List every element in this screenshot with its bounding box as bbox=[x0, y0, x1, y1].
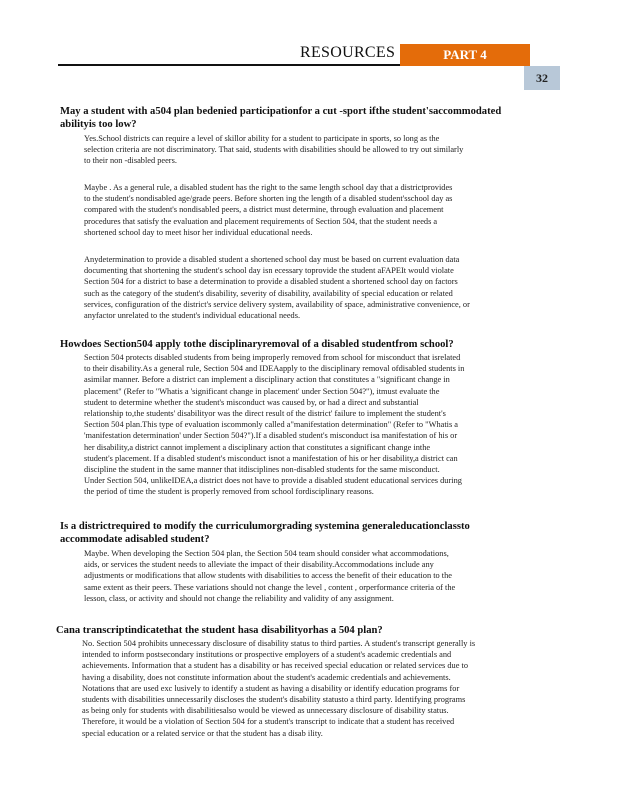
text-line: Yes.School districts can require a level of skillor ability for a student to participate in sports, so long as the bbox=[84, 134, 440, 143]
answer-paragraph bbox=[84, 254, 470, 321]
answer-paragraph bbox=[84, 182, 452, 238]
text-line: adjustments or modifications that allow students with disabilities to access the benefit of their education to the bbox=[84, 571, 452, 581]
question-line: Howdoes Section504 apply tothe disciplinaryremoval of a disabled studentfrom school? bbox=[60, 339, 454, 350]
text-line: services, configuration of the district's service delivery system, availability of space, administrative convenience, or bbox=[84, 299, 470, 309]
text-line: lesson, class, or activity and should not change the reliability and validity of any assignment. bbox=[84, 593, 394, 603]
text-line: such as the category of the student's disability, severity of disability, availability of special education or related bbox=[84, 288, 453, 298]
question-line: Cana transcriptindicatethat the student hasa disabilityorhas a 504 plan? bbox=[56, 625, 383, 636]
text-line: the period of time the student is properly removed from school fordisciplinary reasons. bbox=[84, 487, 374, 497]
text-line: as being only for students with disabilitiesalso would be viewed as unnecessary disclosure of disability status. bbox=[82, 706, 449, 716]
question-heading bbox=[60, 520, 470, 546]
text-line: same extent as their peers. These variations should not change the level , content , orperformance criteria of the bbox=[84, 582, 456, 592]
text-line: anyfactor unrelated to the student's individual educational needs. bbox=[84, 311, 301, 321]
text-line: Anydetermination to provide a disabled student a shortened school day must be based on current evaluation data bbox=[84, 255, 460, 264]
text-line: student's placement. If a disabled student's misconduct isnot a manifestation of his or her disability,a district can bbox=[84, 453, 458, 463]
text-line: discipline the student in the same manner that itdisciplines non-disabled students for the same misconduct. bbox=[84, 465, 440, 475]
text-line: Under Section 504, unlikeIDEA,a district does not have to provide a disabled student educational services during bbox=[84, 476, 462, 486]
text-line: Notations that are used exc lusively to identify a student as having a disability or identify education programs for bbox=[82, 683, 460, 693]
text-line: student to determine whether the student's misconduct was caused by, or had a direct and substantial bbox=[84, 397, 419, 407]
text-line: No. Section 504 prohibits unnecessary disclosure of disability status to third parties. A student's transcript generally is bbox=[82, 639, 476, 648]
text-line: Section 504 plan.This type of evaluation iscommonly called a"manifestation determination" (Refer to "Whatis a bbox=[84, 420, 458, 430]
text-line: asimilar manner. Before a district can implement a disciplinary action that constitutes a "significant change in bbox=[84, 375, 450, 385]
text-line: shortened school day to meet hisor her individual educational needs. bbox=[84, 227, 313, 237]
answer-paragraph bbox=[84, 352, 464, 498]
answer-paragraph bbox=[84, 548, 455, 604]
text-line: students with disabilities unnecessarily discloses the student's disability statusto a third party. Identifying programs bbox=[82, 695, 466, 705]
text-line: relationship to,the students' disabilityor was the direct result of the district' failure to implement the student's bbox=[84, 409, 446, 419]
text-line: achievements. Information that a student has a disability or has received special education or related services due to bbox=[82, 661, 468, 671]
text-line: her disability,a district cannot implement a disciplinary action that constitutes a significant change inthe bbox=[84, 442, 431, 452]
text-line: Section 504 for a district to base a determination to provide a disabled student a shortened school day on factors bbox=[84, 277, 458, 287]
text-line: selection criteria are not discriminatory. That said, students with disabilities should be allowed to try out similarly bbox=[84, 145, 464, 155]
text-line: procedures that satisfy the evaluation and placement requirements of Section 504, that the student needs a bbox=[84, 216, 438, 226]
answer-paragraph bbox=[84, 133, 463, 167]
question-line: accommodate adisabled student? bbox=[60, 534, 210, 545]
header-rule bbox=[58, 64, 400, 66]
text-line: having a disability, does not constitute information about the student's academic credentials and achievements. bbox=[82, 672, 451, 682]
part-tab: PART 4 bbox=[400, 44, 530, 66]
answer-paragraph bbox=[82, 638, 475, 739]
text-line: Section 504 protects disabled students from being improperly removed from school for misconduct that isrelated bbox=[84, 353, 461, 362]
text-line: Maybe. When developing the Section 504 plan, the Section 504 team should consider what accommodations, bbox=[84, 549, 449, 558]
text-line: to their disability.As a general rule, Section 504 and IDEAapply to the disciplinary removal ofdisabled students in bbox=[84, 364, 465, 374]
header-title: RESOURCES bbox=[300, 44, 396, 61]
text-line: placement" (Refer to "Whatis a 'significant change in placement' under Section 504?"), itmust evaluate the bbox=[84, 386, 440, 396]
text-line: to the student's nondisabled age/grade peers. Before shorten ing the length of a disabled student'sschool day as bbox=[84, 194, 453, 204]
text-line: compared with the student's nondisabled peers, a district must determine, through evaluation and placement bbox=[84, 205, 444, 215]
text-line: 'manifestation determination' under Section 504?").If a disabled student's misconduct isa manifestation of his or bbox=[84, 431, 458, 441]
question-heading bbox=[60, 338, 454, 351]
text-line: documenting that shortening the student's school day isn ecessary toprovide the student aFAPEIt would violate bbox=[84, 266, 454, 276]
text-line: to their non -disabled peers. bbox=[84, 156, 177, 166]
question-line: Is a districtrequired to modify the curriculumorgrading systemina generaleducationclassto bbox=[60, 521, 470, 532]
text-line: Therefore, it would be a violation of Section 504 for a student's transcript to indicate that a student has received bbox=[82, 717, 455, 727]
page-number: 32 bbox=[524, 66, 560, 90]
text-line: intended to inform postsecondary institutions or prospective employers of a student's academic credentials and bbox=[82, 650, 452, 660]
text-line: aids, or services the student needs to alleviate the impact of their disability.Accommodations include any bbox=[84, 560, 434, 570]
question-line: abilityis too low? bbox=[60, 119, 137, 130]
question-heading bbox=[60, 105, 501, 131]
text-line: special education or a related service or that the student has a disab ility. bbox=[82, 728, 323, 738]
question-heading bbox=[56, 624, 383, 637]
text-line: Maybe . As a general rule, a disabled student has the right to the same length school day that a districtprovides bbox=[84, 183, 453, 192]
question-line: May a student with a504 plan bedenied participationfor a cut -sport ifthe student'saccommodated bbox=[60, 106, 502, 117]
